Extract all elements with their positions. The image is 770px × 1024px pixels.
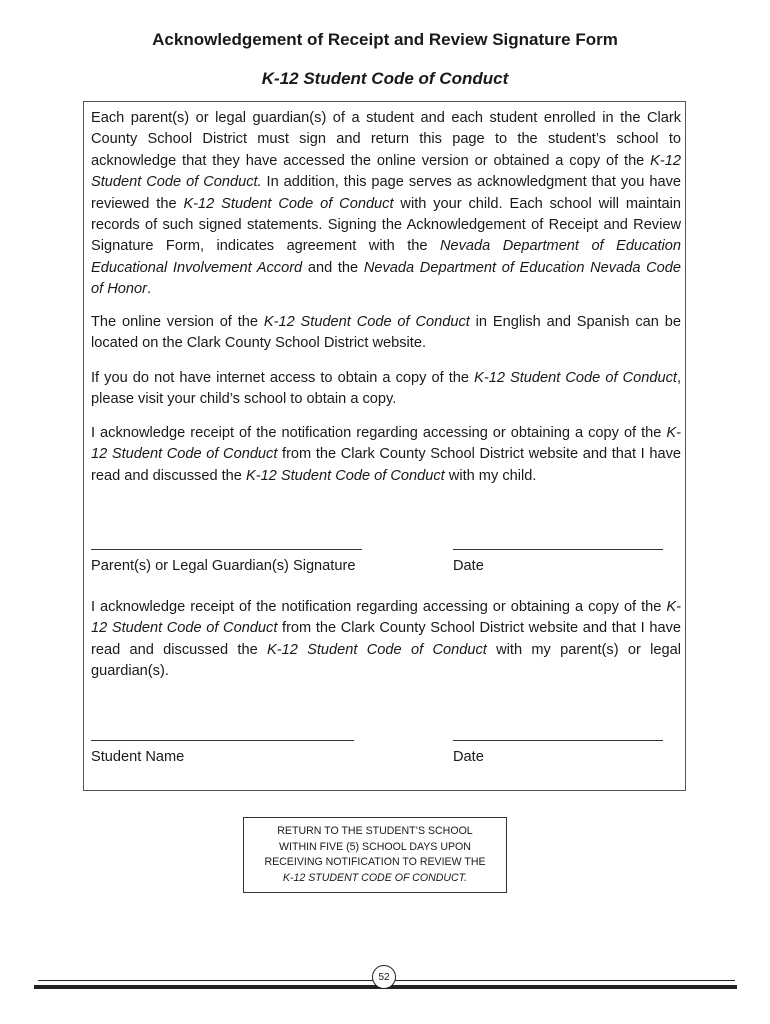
parent-acknowledgement-paragraph <box>91 423 681 487</box>
text-run: from the Clark County School District website and that I have read and discussed the <box>91 446 681 484</box>
text-run: with my child. <box>444 467 537 484</box>
notice-line-italic: K-12 STUDENT CODE OF CONDUCT. <box>282 871 468 884</box>
italic-run: Nevada Department of Education Educational Involvement Accord <box>91 238 681 276</box>
page-title: Acknowledgement of Receipt and Review Signature Form <box>152 30 618 49</box>
italic-run: K-12 Student Code of Conduct <box>263 314 470 330</box>
text-run: If you do not have internet access to obtain a copy of the <box>91 370 475 386</box>
italic-run: K-12 Student Code of Conduct. <box>91 152 681 191</box>
text-run: and the <box>302 259 364 276</box>
student-name-label: Student Name <box>91 749 185 765</box>
student-date-label: Date <box>453 749 484 765</box>
page-number: 52 <box>372 965 396 989</box>
text-run: In addition, this page serves as acknowledgment that you have reviewed the <box>91 174 681 212</box>
intro-paragraph <box>91 108 681 301</box>
text-run: in English and Spanish can be located on the Clark County School District website. <box>91 314 681 352</box>
text-run: with my parent(s) or legal guardian(s). <box>91 641 681 680</box>
text-run: The online version of the <box>91 314 264 330</box>
notice-line: RECEIVING NOTIFICATION TO REVIEW THE <box>264 856 486 869</box>
italic-run: K-12 Student Code of Conduct <box>245 467 445 484</box>
text-run: Each parent(s) or legal guardian(s) of a student and each student enrolled in the Clark County School District must sign and return this page to the student’s school to acknowledge that they have accessed the online version or obtained a copy of the <box>91 110 681 169</box>
online-version-paragraph <box>91 312 681 355</box>
return-notice-box <box>243 817 507 893</box>
student-acknowledgement-paragraph <box>91 597 681 683</box>
student-name-line[interactable] <box>91 740 354 741</box>
italic-run: K-12 Student Code of Conduct <box>91 425 681 463</box>
italic-run: K-12 Student Code of Conduct <box>267 641 487 658</box>
notice-line: WITHIN FIVE (5) SCHOOL DAYS UPON <box>279 840 471 853</box>
parent-date-line[interactable] <box>453 549 663 550</box>
parent-signature-line[interactable] <box>91 549 362 550</box>
parent-date-label: Date <box>453 558 484 574</box>
text-run: , please visit your child’s school to obtain a copy. <box>91 370 681 408</box>
italic-run: K-12 Student Code of Conduct <box>474 370 677 386</box>
student-date-line[interactable] <box>453 740 663 741</box>
parent-signature-label: Parent(s) or Legal Guardian(s) Signature <box>91 558 356 574</box>
italic-run: Nevada Department of Education Nevada Code of Honor <box>91 259 681 298</box>
text-run: from the Clark County School District website and that I have read and discussed the <box>91 620 681 658</box>
text-run: with your child. Each school will maintain records of such signed statements. Signing the Acknowledgement of Receipt and Review Signature Form, indicates agreement with the <box>91 195 681 255</box>
italic-run: K-12 Student Code of Conduct <box>183 195 394 212</box>
page-subtitle: K-12 Student Code of Conduct <box>261 69 509 88</box>
notice-line: RETURN TO THE STUDENT’S SCHOOL <box>277 825 473 837</box>
italic-run: K-12 Student Code of Conduct <box>91 599 681 637</box>
text-run: . <box>146 281 152 298</box>
internet-access-paragraph <box>91 368 681 411</box>
text-run: I acknowledge receipt of the notification regarding accessing or obtaining a copy of the <box>91 599 667 615</box>
text-run: I acknowledge receipt of the notification regarding accessing or obtaining a copy of the <box>91 425 667 441</box>
